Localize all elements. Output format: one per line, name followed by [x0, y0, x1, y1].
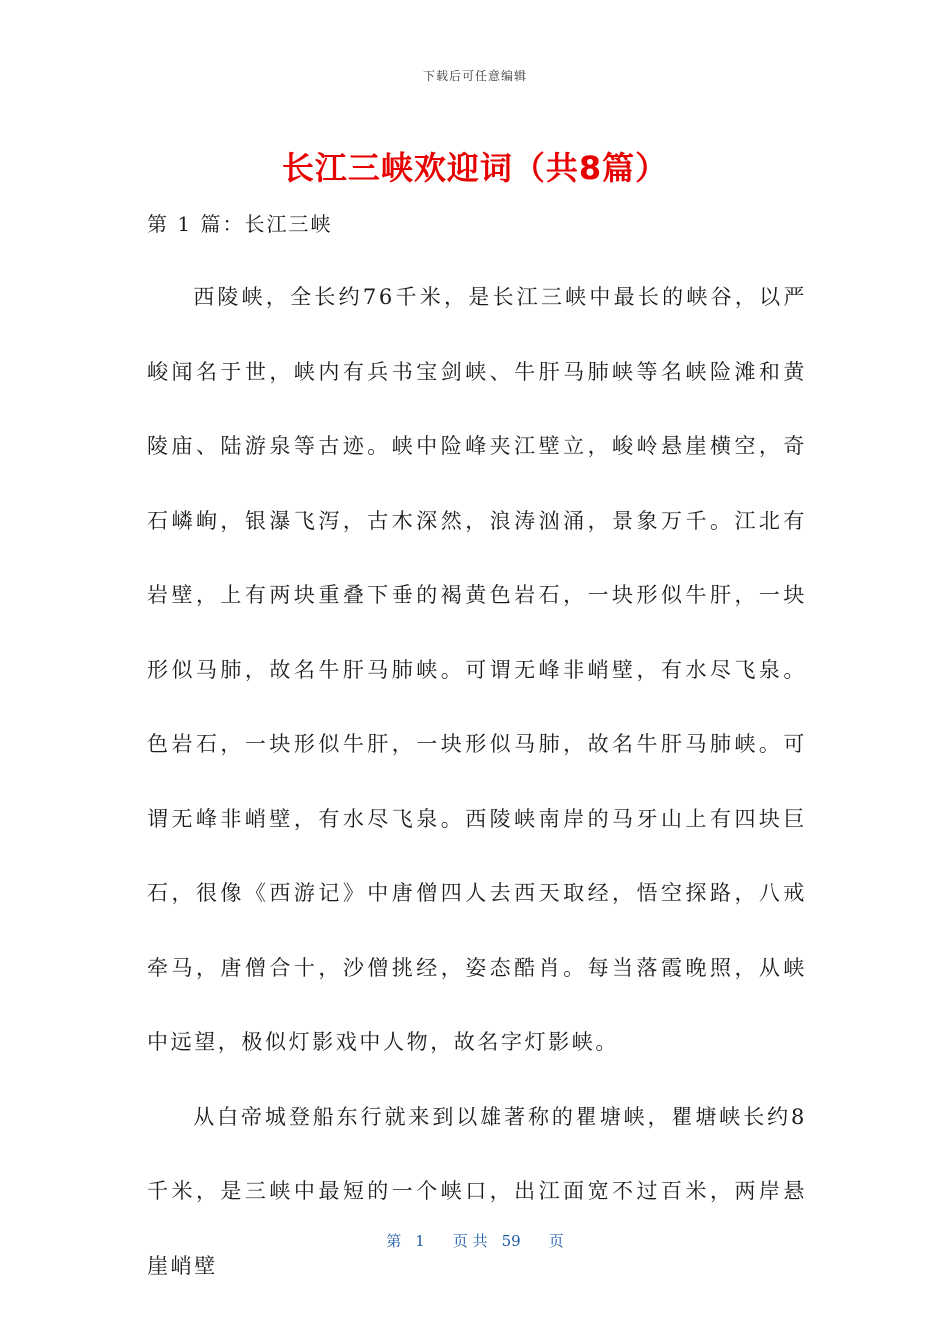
- page-footer: [0, 1230, 950, 1251]
- header-note: 下载后可任意编辑: [422, 69, 527, 83]
- footer-ye: 页: [548, 1232, 564, 1250]
- paragraph: 西陵峡，全长约76千米，是长江三峡中最长的峡谷，以严峻闻名于世，峡内有兵书宝剑峡、牛肝马肺峡等名峡险滩和黄陵庙、陆游泉等古迹。峡中险峰夹江壁立，峻岭悬崖横空，奇石嶙峋，银瀑飞泻，古木深然，浪涛汹涌，景象万千。江北有岩壁，上有两块重叠下垂的褐黄色岩石，一块形似牛肝，一块形似马肺，故名牛肝马肺峡。可谓无峰非峭壁，有水尽飞泉。色岩石，一块形似牛肝，一块形似马肺，故名牛肝马肺峡。可谓无峰非峭壁，有水尽飞泉。西陵峡南岸的马牙山上有四块巨石，很像《西游记》中唐僧四人去西天取经，悟空探路，八戒牵马，唐僧合十，沙僧挑经，姿态酷肖。每当落霞晚照，从峡中远望，极似灯影戏中人物，故名字灯影峡。: [147, 285, 807, 1054]
- footer-di: 第: [386, 1232, 402, 1250]
- document-title: 长江三峡欢迎词（共8篇）: [281, 149, 669, 187]
- footer-total-pages: 59: [501, 1232, 521, 1250]
- body-text: [147, 260, 807, 1303]
- footer-page-number: 1: [415, 1232, 425, 1250]
- paragraph: 从白帝城登船东行就来到以雄著称的瞿塘峡，瞿塘峡长约8千米，是三峡中最短的一个峡口，出江面宽不过百米，两岸悬崖峭壁: [147, 1104, 807, 1278]
- footer-ye-gong: 页 共: [452, 1232, 488, 1250]
- section-heading: 第 1 篇：长江三峡: [147, 212, 333, 236]
